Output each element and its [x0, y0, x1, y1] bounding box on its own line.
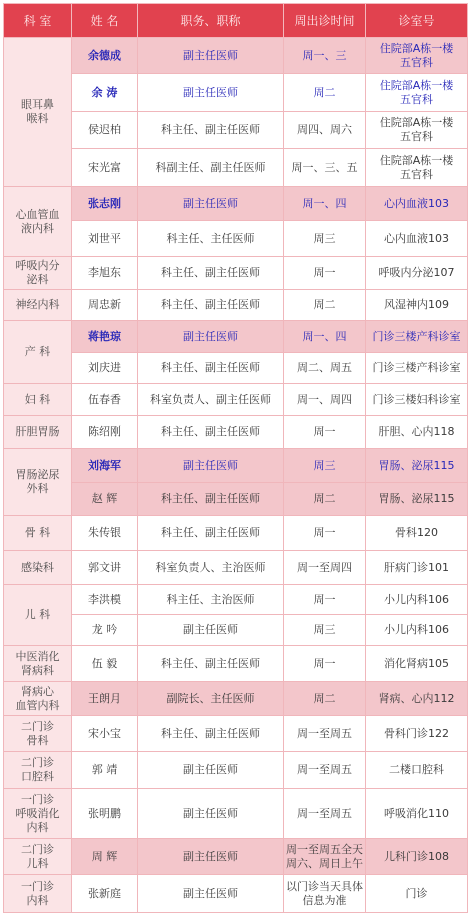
clinic-time-cell: 以门诊当天具体 信息为准 — [284, 875, 366, 913]
table-row — [4, 74, 468, 112]
clinic-room-cell: 呼吸内分泌107 — [366, 257, 468, 290]
clinic-room-cell: 住院部A栋一楼 五官科 — [366, 149, 468, 187]
clinic-room-cell: 风湿神内109 — [366, 290, 468, 321]
table-row — [4, 551, 468, 585]
doctor-title-cell: 科主任、副主任医师 — [138, 716, 284, 752]
clinic-room-cell: 肝病门诊101 — [366, 551, 468, 585]
table-row — [4, 257, 468, 290]
clinic-time-cell: 周一 — [284, 257, 366, 290]
doctor-name-cell: 陈绍刚 — [72, 416, 138, 449]
clinic-time-cell: 周三 — [284, 221, 366, 257]
doctor-schedule-table — [3, 3, 468, 913]
doctor-title-cell: 科主任、副主任医师 — [138, 257, 284, 290]
doctor-title-cell: 副主任医师 — [138, 74, 284, 112]
clinic-room-cell: 二楼口腔科 — [366, 752, 468, 789]
doctor-name-cell: 李旭东 — [72, 257, 138, 290]
table-body — [4, 38, 468, 913]
doctor-title-cell: 科室负责人、主治医师 — [138, 551, 284, 585]
clinic-time-cell: 周二、周五 — [284, 353, 366, 384]
doctor-title-cell: 科主任、副主任医师 — [138, 516, 284, 551]
table-row — [4, 875, 468, 913]
doctor-title-cell: 科主任、主任医师 — [138, 221, 284, 257]
table-row — [4, 585, 468, 615]
table-row — [4, 483, 468, 516]
department-cell: 二门诊 骨科 — [4, 716, 72, 752]
clinic-time-cell: 周一、周四 — [284, 384, 366, 416]
table-row — [4, 321, 468, 353]
clinic-room-cell: 胃肠、泌尿115 — [366, 449, 468, 483]
department-cell: 一门诊 呼吸消化 内科 — [4, 789, 72, 839]
department-cell: 二门诊 儿科 — [4, 839, 72, 875]
clinic-time-cell: 周一至周五 — [284, 789, 366, 839]
clinic-room-cell: 门诊三楼产科诊室 — [366, 353, 468, 384]
doctor-name-cell: 张志刚 — [72, 187, 138, 221]
clinic-time-cell: 周二 — [284, 483, 366, 516]
clinic-time-cell: 周一、四 — [284, 321, 366, 353]
doctor-name-cell: 刘海军 — [72, 449, 138, 483]
doctor-name-cell: 侯迟柏 — [72, 112, 138, 149]
table-header — [4, 4, 468, 38]
doctor-title-cell: 副主任医师 — [138, 789, 284, 839]
department-cell: 感染科 — [4, 551, 72, 585]
doctor-title-cell: 科主任、副主任医师 — [138, 290, 284, 321]
clinic-room-cell: 小儿内科106 — [366, 585, 468, 615]
table-row — [4, 682, 468, 716]
clinic-room-cell: 心内血液103 — [366, 187, 468, 221]
clinic-room-cell: 住院部A栋一楼 五官科 — [366, 112, 468, 149]
table-row — [4, 646, 468, 682]
doctor-name-cell: 李洪模 — [72, 585, 138, 615]
doctor-title-cell: 副主任医师 — [138, 321, 284, 353]
doctor-name-cell: 余德成 — [72, 38, 138, 74]
clinic-time-cell: 周一至周五全天 周六、周日上午 — [284, 839, 366, 875]
clinic-room-cell: 小儿内科106 — [366, 615, 468, 646]
clinic-room-cell: 住院部A栋一楼 五官科 — [366, 38, 468, 74]
department-cell: 呼吸内分 泌科 — [4, 257, 72, 290]
clinic-time-cell: 周二 — [284, 74, 366, 112]
doctor-name-cell: 朱传银 — [72, 516, 138, 551]
table-row — [4, 149, 468, 187]
table-row — [4, 221, 468, 257]
table-row — [4, 449, 468, 483]
doctor-name-cell: 余 涛 — [72, 74, 138, 112]
doctor-title-cell: 副主任医师 — [138, 875, 284, 913]
table-row — [4, 752, 468, 789]
clinic-room-cell: 门诊三楼产科诊室 — [366, 321, 468, 353]
doctor-name-cell: 刘世平 — [72, 221, 138, 257]
clinic-room-cell: 消化肾病105 — [366, 646, 468, 682]
table-row — [4, 789, 468, 839]
doctor-name-cell: 郭文讲 — [72, 551, 138, 585]
department-cell: 二门诊 口腔科 — [4, 752, 72, 789]
doctor-title-cell: 科主任、副主任医师 — [138, 646, 284, 682]
clinic-time-cell: 周一至周五 — [284, 752, 366, 789]
table-row — [4, 38, 468, 74]
department-cell: 心血管血 液内科 — [4, 187, 72, 257]
clinic-room-cell: 住院部A栋一楼 五官科 — [366, 74, 468, 112]
table-row — [4, 716, 468, 752]
clinic-time-cell: 周一至周五 — [284, 716, 366, 752]
clinic-room-cell: 骨科门诊122 — [366, 716, 468, 752]
department-cell: 肾病心 血管内科 — [4, 682, 72, 716]
doctor-title-cell: 副院长、主任医师 — [138, 682, 284, 716]
department-cell: 产 科 — [4, 321, 72, 384]
doctor-title-cell: 副主任医师 — [138, 449, 284, 483]
doctor-name-cell: 伍春香 — [72, 384, 138, 416]
clinic-room-cell: 肾病、心内112 — [366, 682, 468, 716]
doctor-name-cell: 周 辉 — [72, 839, 138, 875]
doctor-name-cell: 伍 毅 — [72, 646, 138, 682]
doctor-title-cell: 科主任、主治医师 — [138, 585, 284, 615]
clinic-room-cell: 门诊 — [366, 875, 468, 913]
clinic-time-cell: 周四、周六 — [284, 112, 366, 149]
doctor-name-cell: 周忠新 — [72, 290, 138, 321]
header-schedule: 周出诊时间 — [284, 4, 366, 38]
table-row — [4, 112, 468, 149]
doctor-title-cell: 科主任、副主任医师 — [138, 416, 284, 449]
doctor-title-cell: 科主任、副主任医师 — [138, 483, 284, 516]
table-row — [4, 615, 468, 646]
clinic-time-cell: 周三 — [284, 449, 366, 483]
doctor-title-cell: 科室负责人、副主任医师 — [138, 384, 284, 416]
doctor-title-cell: 副主任医师 — [138, 187, 284, 221]
clinic-time-cell: 周一至周四 — [284, 551, 366, 585]
table-row — [4, 839, 468, 875]
clinic-time-cell: 周一 — [284, 416, 366, 449]
department-cell: 骨 科 — [4, 516, 72, 551]
clinic-room-cell: 呼吸消化110 — [366, 789, 468, 839]
clinic-room-cell: 心内血液103 — [366, 221, 468, 257]
doctor-name-cell: 刘庆进 — [72, 353, 138, 384]
doctor-name-cell: 张明鹏 — [72, 789, 138, 839]
table-row — [4, 384, 468, 416]
clinic-time-cell: 周一、三 — [284, 38, 366, 74]
doctor-name-cell: 王朗月 — [72, 682, 138, 716]
department-cell: 肝胆胃肠 — [4, 416, 72, 449]
doctor-title-cell: 科副主任、副主任医师 — [138, 149, 284, 187]
table-row — [4, 187, 468, 221]
department-cell: 眼耳鼻 喉科 — [4, 38, 72, 187]
doctor-name-cell: 龙 吟 — [72, 615, 138, 646]
clinic-time-cell: 周三 — [284, 615, 366, 646]
department-cell: 一门诊 内科 — [4, 875, 72, 913]
department-cell: 妇 科 — [4, 384, 72, 416]
doctor-title-cell: 副主任医师 — [138, 38, 284, 74]
clinic-room-cell: 胃肠、泌尿115 — [366, 483, 468, 516]
clinic-room-cell: 肝胆、心内118 — [366, 416, 468, 449]
header-name: 姓 名 — [72, 4, 138, 38]
doctor-name-cell: 蒋艳琼 — [72, 321, 138, 353]
doctor-name-cell: 郭 靖 — [72, 752, 138, 789]
doctor-title-cell: 科主任、副主任医师 — [138, 353, 284, 384]
doctor-name-cell: 张新庭 — [72, 875, 138, 913]
header-title: 职务、职称 — [138, 4, 284, 38]
department-cell: 神经内科 — [4, 290, 72, 321]
clinic-time-cell: 周一 — [284, 646, 366, 682]
doctor-title-cell: 科主任、副主任医师 — [138, 112, 284, 149]
doctor-name-cell: 宋光富 — [72, 149, 138, 187]
doctor-title-cell: 副主任医师 — [138, 615, 284, 646]
table-row — [4, 353, 468, 384]
clinic-time-cell: 周一 — [284, 585, 366, 615]
department-cell: 儿 科 — [4, 585, 72, 646]
clinic-room-cell: 门诊三楼妇科诊室 — [366, 384, 468, 416]
doctor-name-cell: 宋小宝 — [72, 716, 138, 752]
doctor-title-cell: 副主任医师 — [138, 839, 284, 875]
clinic-room-cell: 骨科120 — [366, 516, 468, 551]
header-department: 科 室 — [4, 4, 72, 38]
table-row — [4, 516, 468, 551]
clinic-room-cell: 儿科门诊108 — [366, 839, 468, 875]
clinic-time-cell: 周一、三、五 — [284, 149, 366, 187]
doctor-name-cell: 赵 辉 — [72, 483, 138, 516]
department-cell: 中医消化 肾病科 — [4, 646, 72, 682]
doctor-title-cell: 副主任医师 — [138, 752, 284, 789]
clinic-time-cell: 周一、四 — [284, 187, 366, 221]
table-row — [4, 290, 468, 321]
clinic-time-cell: 周二 — [284, 682, 366, 716]
clinic-time-cell: 周一 — [284, 516, 366, 551]
department-cell: 胃肠泌尿 外科 — [4, 449, 72, 516]
clinic-time-cell: 周二 — [284, 290, 366, 321]
header-room: 诊室号 — [366, 4, 468, 38]
table-row — [4, 416, 468, 449]
